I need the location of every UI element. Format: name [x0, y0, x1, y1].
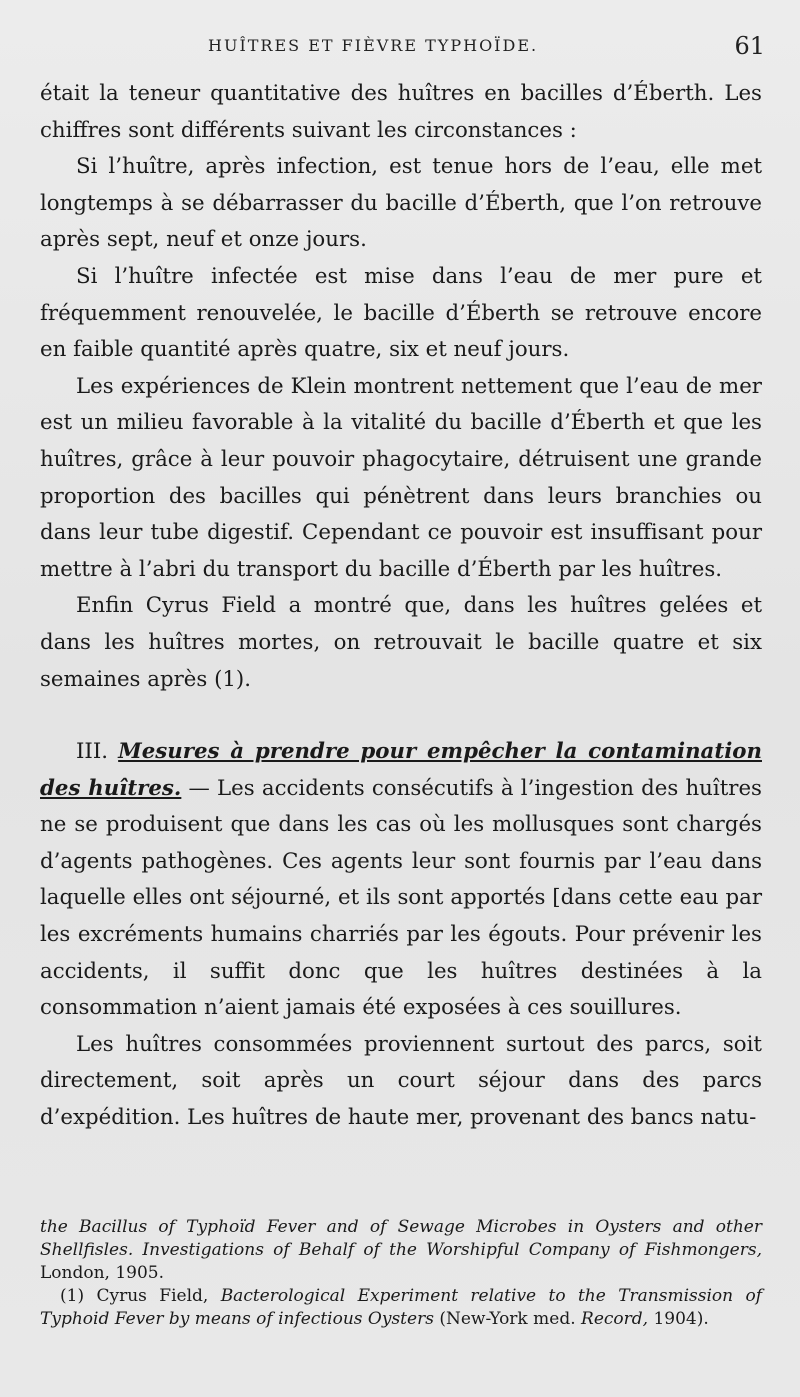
footnote-1 — [40, 1285, 762, 1331]
footnote-continuation-place: London, 1905. — [40, 1263, 165, 1283]
footnote-1-journal: Record, — [581, 1309, 649, 1329]
section-numeral: III. — [76, 739, 109, 765]
paragraph: Enfin Cyrus Field a montré que, dans les huîtres gelées et dans les huîtres mortes, on retrouvait le bacille quatre et six semaines après (1). — [40, 593, 762, 692]
footnote-continuation-title: the Bacillus of Typhoïd Fever and of Sewage Microbes in Oysters and other Shellfisles. Investigations of Behalf of the Worshipful Company of Fishmongers, — [40, 1217, 762, 1260]
paragraph: Les expériences de Klein montrent nettement que l’eau de mer est un milieu favorable à la vitalité du bacille d’Éberth et que les huîtres, grâce à leur pouvoir phagocytaire, détruisent une grande proportion des bacilles qui pénètrent dans leurs branchies ou dans leur tube digestif. Cependant ce pouvoir est insuffisant pour mettre à l’abri du transport du bacille d’Éberth par les huîtres. — [40, 373, 762, 582]
section-title: Mesures à prendre pour empêcher la contamination des huîtres. — [40, 739, 762, 801]
main-text — [40, 76, 762, 1137]
paragraph: Si l’huître, après infection, est tenue hors de l’eau, elle met longtemps à se débarrasser du bacille d’Éberth, que l’on retrouve après sept, neuf et onze jours. — [40, 154, 762, 253]
footnote-1-source: (New-York med. — [433, 1309, 582, 1329]
page-header — [40, 30, 765, 70]
footnote-1-marker: (1) Cyrus Field, — [60, 1286, 221, 1306]
paragraph: Si l’huître infectée est mise dans l’eau de mer pure et fréquemment renouvelée, le bacille d’Éberth se retrouve encore en faible quantité après quatre, six et neuf jours. — [40, 263, 762, 363]
paragraph-continuation: était la teneur quantitative des huîtres en bacilles d’Éberth. Les chiffres sont différents suivant les circonstances : — [40, 81, 762, 143]
footnotes — [40, 1216, 762, 1331]
footnote-1-year: 1904). — [648, 1309, 709, 1329]
section-dash: — — [188, 775, 210, 801]
page-number: 61 — [734, 32, 765, 60]
section-spacer — [40, 698, 762, 734]
section-paragraph — [40, 734, 762, 1027]
paragraph: Les huîtres consommées proviennent surtout des parcs, soit directement, soit après un court séjour dans des parcs d’expédition. Les huîtres de haute mer, provenant des bancs natu- — [40, 1031, 762, 1131]
running-title: HUÎTRES ET FIÈVRE TYPHOÏDE. — [208, 36, 539, 55]
footnote-1-title: Bacterological Experiment relative to the Transmission of Typhoid Fever by means of infectious Oysters — [40, 1286, 763, 1329]
section-text: Les accidents consécutifs à l’ingestion des huîtres ne se produisent que dans les cas où les mollusques sont chargés d’agents pathogènes. Ces agents leur sont fournis par l’eau dans laquelle elles ont séjourné, et ils sont apportés [dans cette eau par les excréments humains charriés par les égouts. Pour prévenir les accidents, il suffit donc que les huîtres destinées à la consommation n’aient jamais été exposées à ces souillures. — [40, 775, 762, 1021]
footnote-continuation — [40, 1216, 762, 1285]
